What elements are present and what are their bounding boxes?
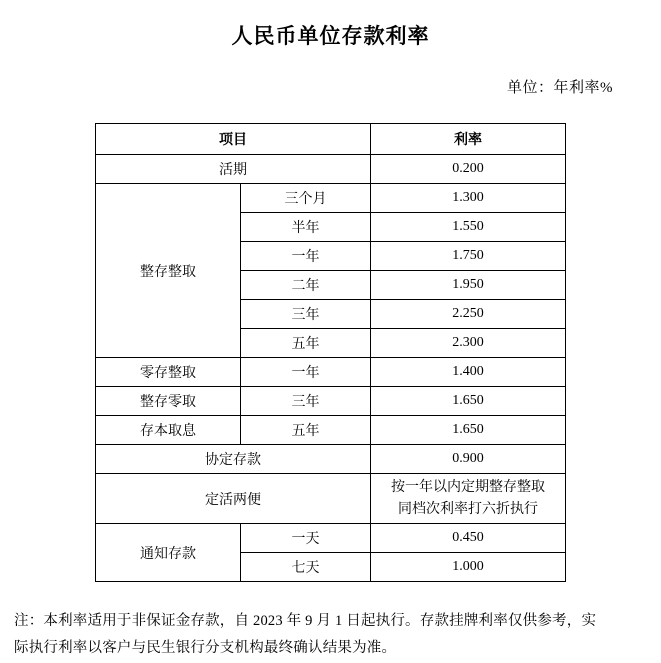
row-rate: 1.400 bbox=[371, 358, 566, 387]
row-sublabel: 一年 bbox=[241, 242, 371, 271]
footnote-line-2: 际执行利率以客户与民生银行分支机构最终确认结果为准。 bbox=[14, 640, 397, 657]
row-sublabel: 三年 bbox=[241, 300, 371, 329]
table-row bbox=[96, 445, 566, 474]
row-sublabel: 五年 bbox=[241, 329, 371, 358]
rate-table-container bbox=[0, 123, 661, 582]
row-label: 定活两便 bbox=[96, 474, 371, 524]
row-rate: 2.250 bbox=[371, 300, 566, 329]
header-rate: 利率 bbox=[371, 124, 566, 155]
table-row bbox=[96, 387, 566, 416]
rate-description-line-2: 同档次利率打六折执行 bbox=[398, 501, 538, 517]
row-rate: 0.450 bbox=[371, 524, 566, 553]
document-page bbox=[0, 20, 661, 663]
table-row bbox=[96, 416, 566, 445]
group-label: 整存整取 bbox=[96, 184, 241, 358]
deposit-rate-table bbox=[95, 123, 566, 582]
row-sublabel: 三年 bbox=[241, 387, 371, 416]
table-row bbox=[96, 524, 566, 553]
row-rate: 1.950 bbox=[371, 271, 566, 300]
group-label: 通知存款 bbox=[96, 524, 241, 582]
rate-description-line-1: 按一年以内定期整存整取 bbox=[391, 480, 545, 495]
row-rate: 1.750 bbox=[371, 242, 566, 271]
row-rate: 1.300 bbox=[371, 184, 566, 213]
row-sublabel: 七天 bbox=[241, 553, 371, 582]
table-row bbox=[96, 358, 566, 387]
row-label: 协定存款 bbox=[96, 445, 371, 474]
footnote-line-1: 注：本利率适用于非保证金存款，自 2023 年 9 月 1 日起执行。存款挂牌利率仅供参考，实 bbox=[14, 613, 597, 630]
row-label: 整存零取 bbox=[96, 387, 241, 416]
table-row bbox=[96, 155, 566, 184]
row-label: 活期 bbox=[96, 155, 371, 184]
row-sublabel: 一天 bbox=[241, 524, 371, 553]
row-sublabel: 三个月 bbox=[241, 184, 371, 213]
row-sublabel: 二年 bbox=[241, 271, 371, 300]
row-rate: 0.200 bbox=[371, 155, 566, 184]
row-rate: 1.650 bbox=[371, 416, 566, 445]
table-row bbox=[96, 184, 566, 213]
table-row bbox=[96, 474, 566, 524]
row-sublabel: 五年 bbox=[241, 416, 371, 445]
header-item: 项目 bbox=[96, 124, 371, 155]
unit-label: 单位：年利率% bbox=[507, 80, 613, 96]
footnote bbox=[0, 608, 661, 662]
row-sublabel: 一年 bbox=[241, 358, 371, 387]
row-sublabel: 半年 bbox=[241, 213, 371, 242]
row-rate: 1.650 bbox=[371, 387, 566, 416]
row-label: 存本取息 bbox=[96, 416, 241, 445]
row-rate: 1.000 bbox=[371, 553, 566, 582]
row-rate-description bbox=[371, 474, 566, 524]
table-header-row bbox=[96, 124, 566, 155]
row-label: 零存整取 bbox=[96, 358, 241, 387]
page-title: 人民币单位存款利率 bbox=[231, 24, 430, 48]
row-rate: 2.300 bbox=[371, 329, 566, 358]
row-rate: 0.900 bbox=[371, 445, 566, 474]
row-rate: 1.550 bbox=[371, 213, 566, 242]
